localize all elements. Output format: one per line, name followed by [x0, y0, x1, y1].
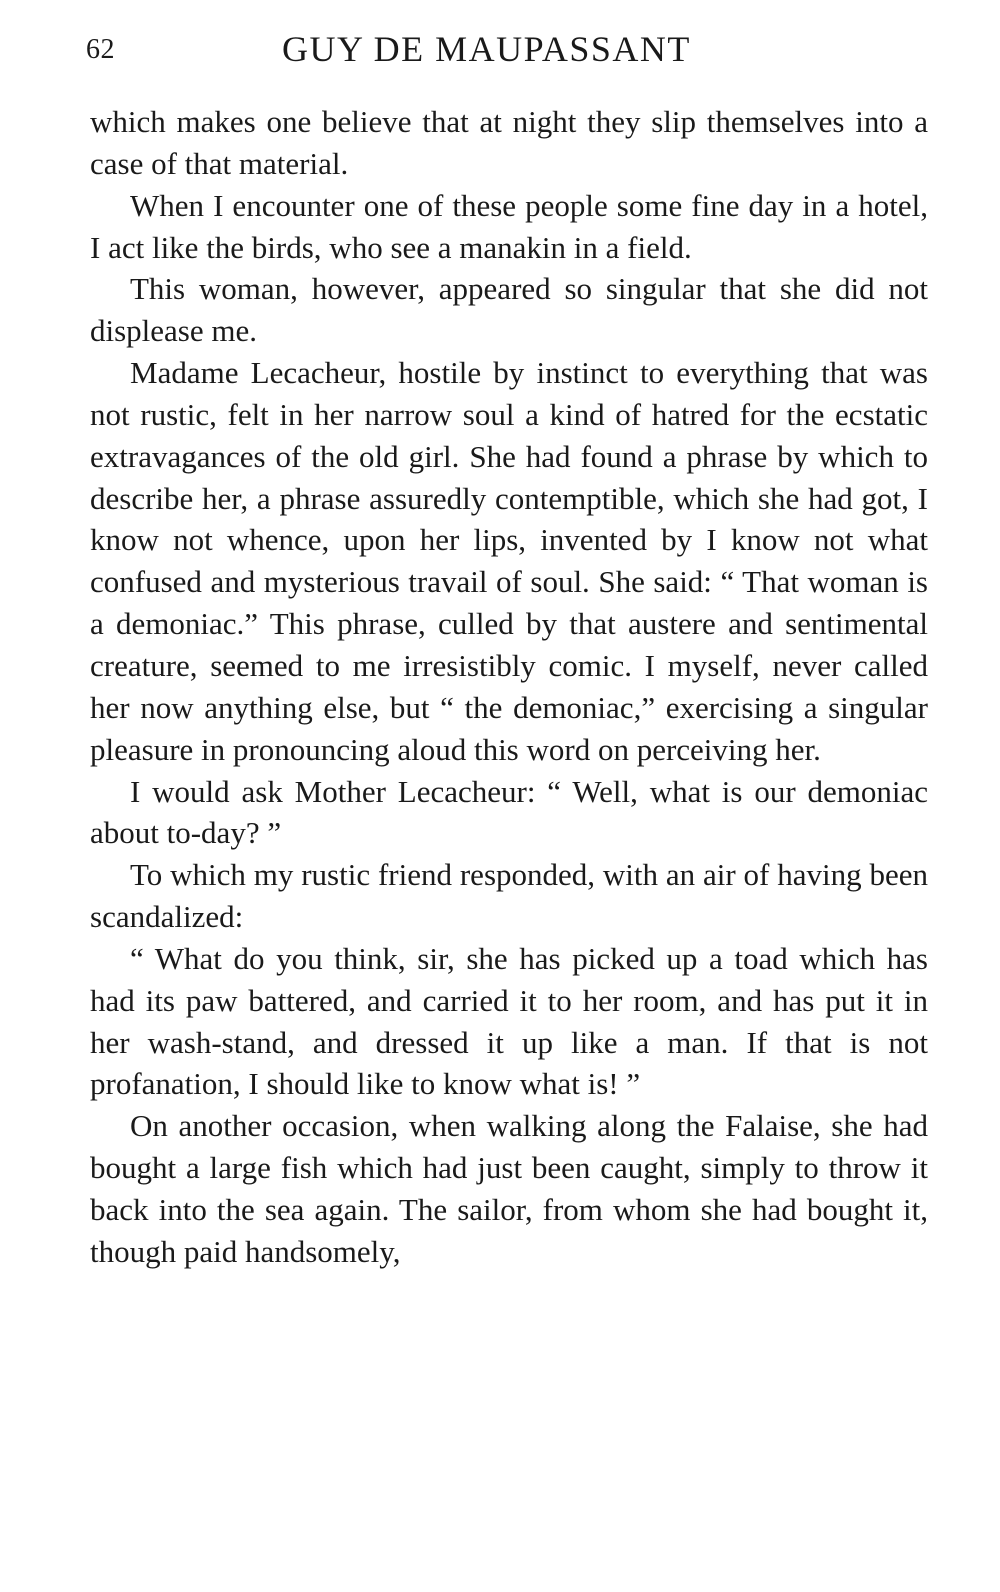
paragraph: Madame Lecacheur, hostile by instinct to everything that was not rustic, felt in her narrow soul a kind of hatred for the ecstatic extravagances of the old girl. She had found a phrase by which to describe her, a phrase assuredly contemptible, which she had got, I know not whence, upon her lips, invented by I know not what confused and mysterious travail of soul. She said: “ That woman is a demoniac.” This phrase, culled by that austere and sentimental creature, seemed to me irresistibly comic. I myself, never called her now anything else, but “ the demoniac,” exercising a singular pleasure in pronouncing aloud this word on perceiving her.	[90, 355, 928, 767]
paragraph: On another occasion, when walking along the Falaise, she had bought a large fish which had just been caught, simply to throw it back into the sea again. The sailor, from whom she had bought it, though paid handsomely,	[90, 1108, 928, 1269]
page-header	[86, 26, 926, 76]
paragraph: This woman, however, appeared so singular that she did not displease me.	[90, 271, 928, 349]
paragraph-continued: which makes one believe that at night they slip themselves into a case of that material.	[90, 104, 928, 181]
page-number: 62	[86, 34, 115, 65]
paragraph-quotation: “ What do you think, sir, she has picked up a toad which has had its paw battered, and carried it to her room, and has put it in her wash-stand, and dressed it up like a man. If that is not profanation, I should like to know what is! ”	[90, 940, 928, 1102]
running-title: GUY DE MAUPASSANT	[282, 29, 691, 69]
paragraph: I would ask Mother Lecacheur: “ Well, what is our demoniac about to-day? ”	[90, 773, 928, 851]
paragraph: When I encounter one of these people some fine day in a hotel, I act like the birds, who see a manakin in a field.	[90, 187, 928, 265]
body-text	[90, 101, 928, 1273]
paragraph: To which my rustic friend responded, with an air of having been scandalized:	[90, 857, 928, 935]
